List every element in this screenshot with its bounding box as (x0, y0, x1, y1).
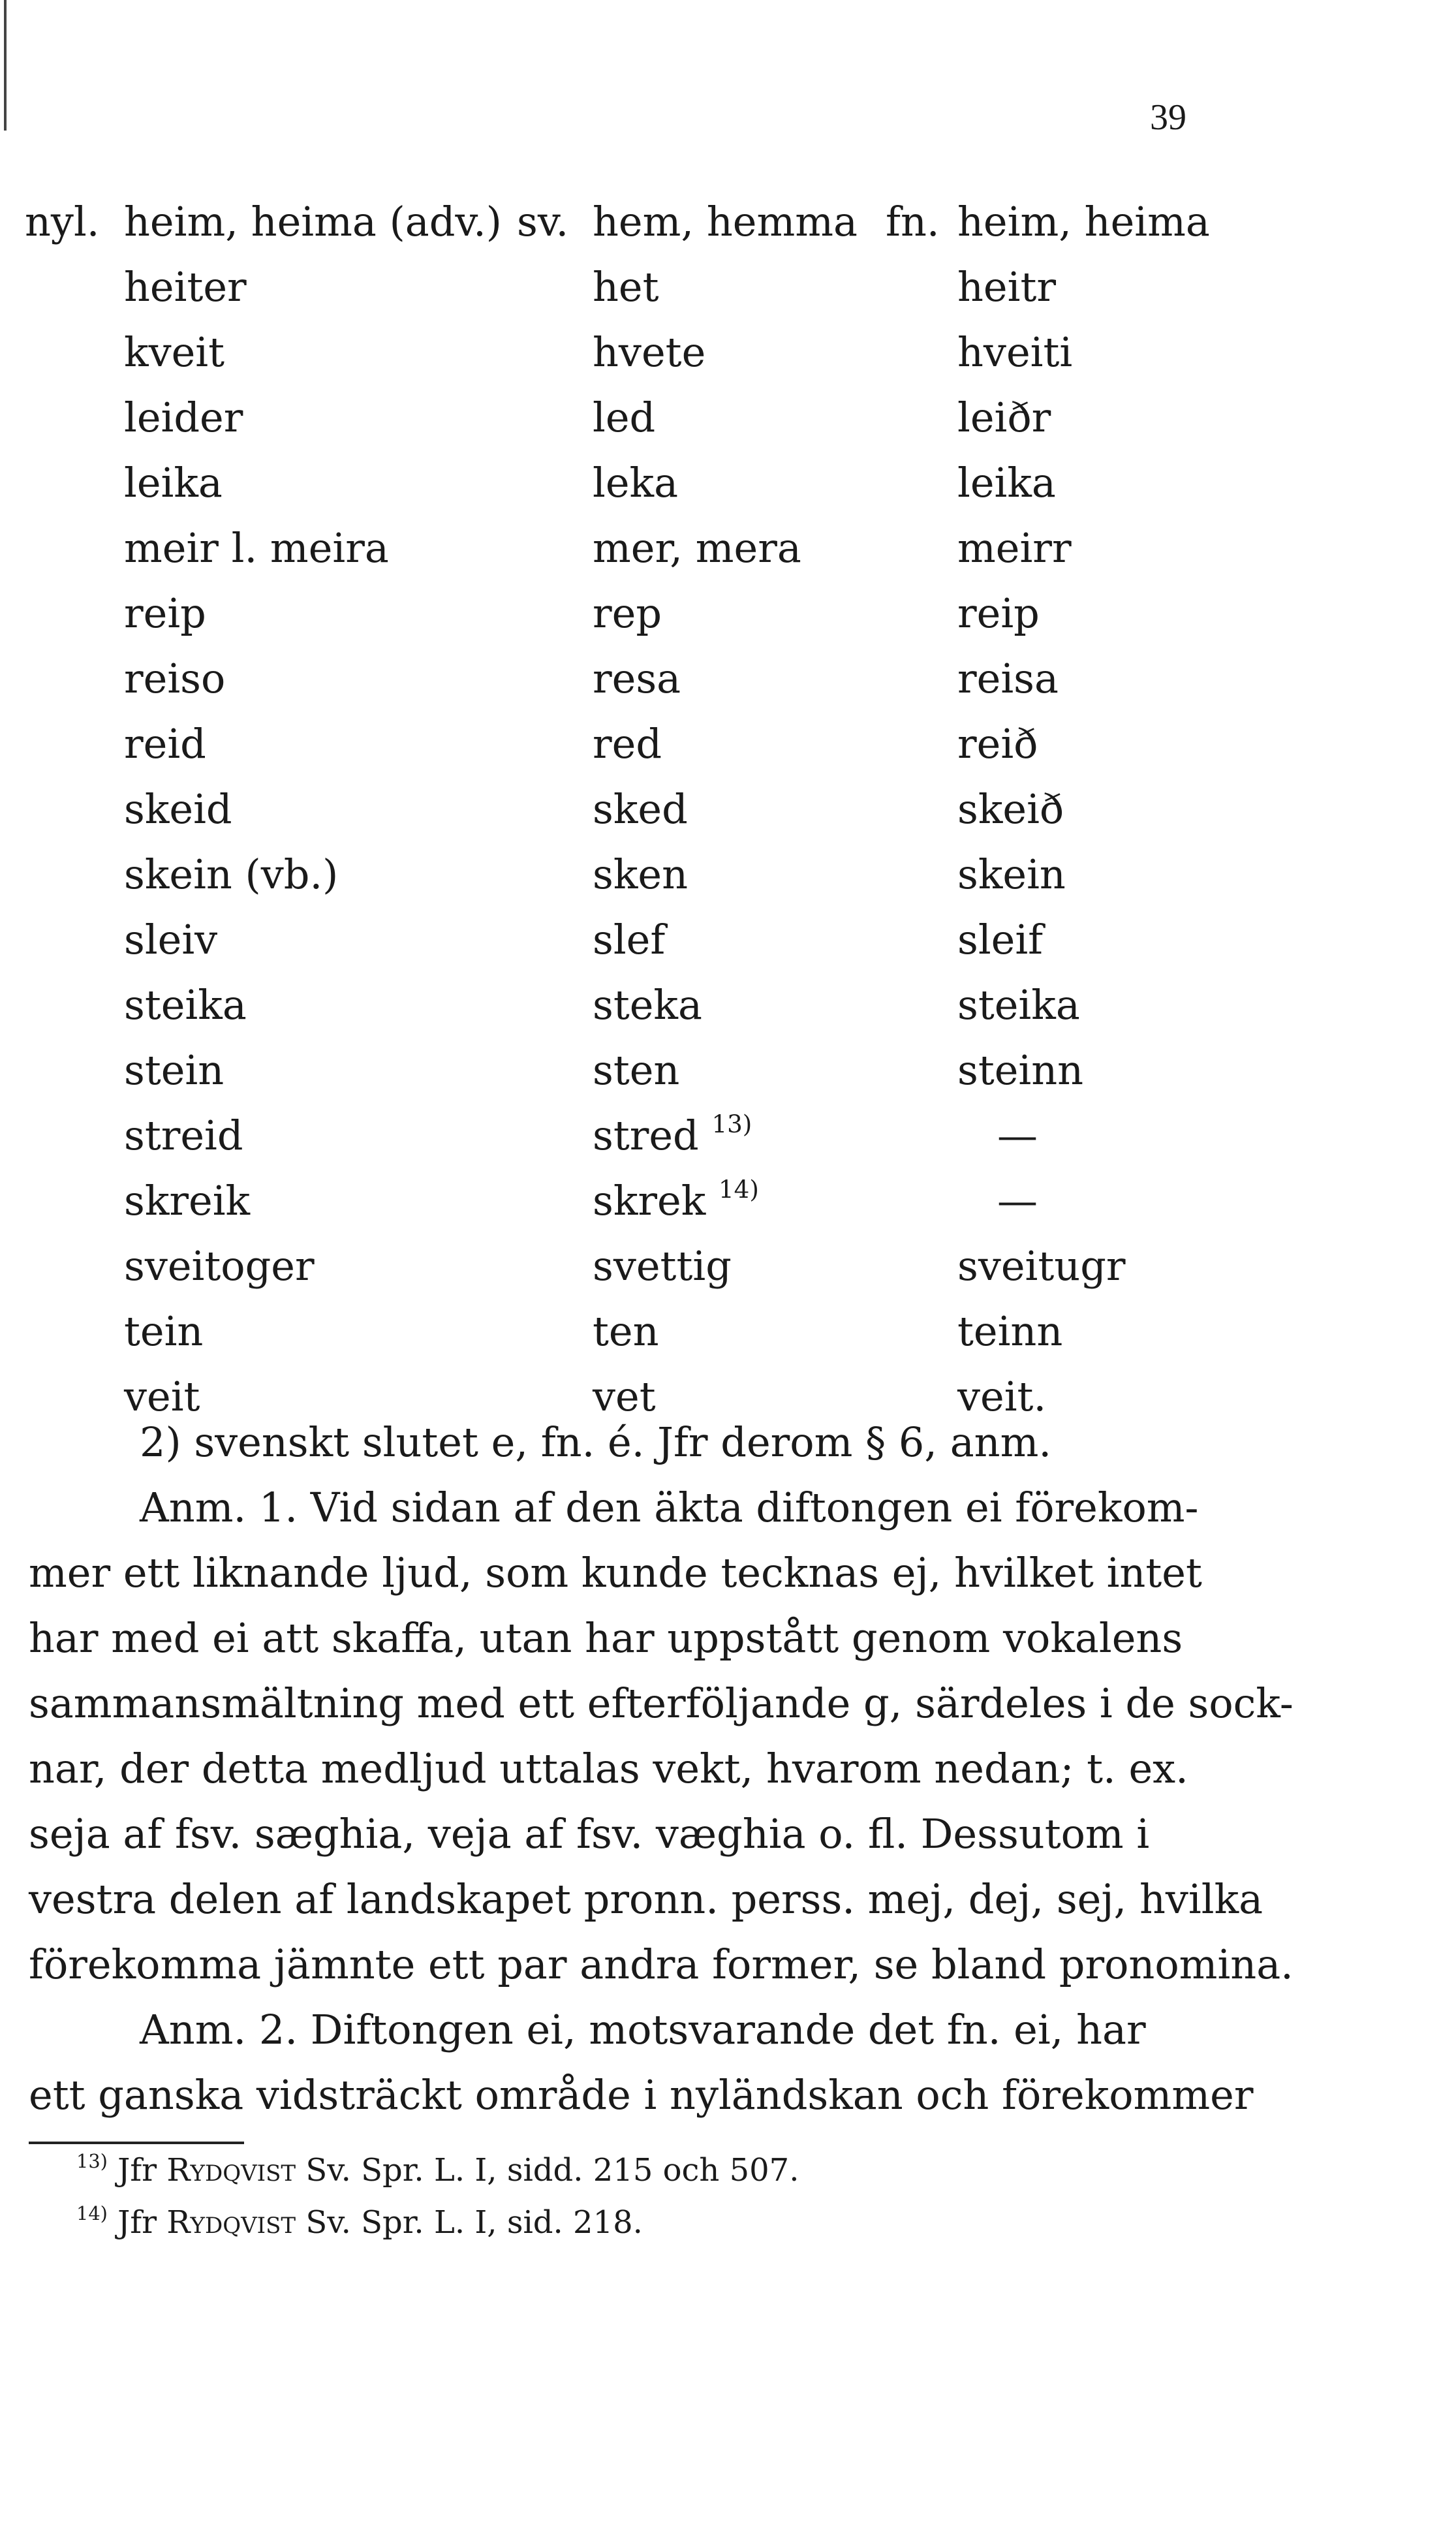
cell-fn: leiðr (957, 394, 1051, 441)
cell-sv-word: rep (593, 589, 662, 637)
table-row (0, 581, 1456, 646)
cell-nyl: kveit (124, 328, 225, 376)
cell-nyl: reiso (124, 655, 226, 702)
cell-nyl: veit (124, 1373, 200, 1420)
cell-sv (593, 255, 659, 320)
cell-fn: steika (957, 981, 1080, 1029)
cell-sv-word: skrek (593, 1177, 706, 1224)
prefix-nyl: nyl. (25, 198, 100, 245)
table-row (0, 189, 1456, 255)
cell-sv-word: stred (593, 1112, 699, 1159)
table-row (0, 1168, 1456, 1234)
footnote-ref: 13) (711, 1109, 752, 1138)
footnote-text: Sv. Spr. L. I, sidd. 215 och 507. (305, 2152, 799, 2189)
page-edge-line (4, 0, 7, 131)
table-row (0, 646, 1456, 711)
cell-sv-word: slef (593, 916, 666, 963)
cell-sv-word: steka (593, 981, 702, 1029)
cell-sv-word: sten (593, 1046, 680, 1094)
text-line: förekomma jämnte ett par andra former, se bland pronomina. (29, 1941, 1293, 1988)
table-row (0, 1234, 1456, 1299)
cell-sv (593, 1038, 679, 1103)
cell-sv (593, 1299, 659, 1364)
cell-nyl: stein (124, 1046, 225, 1094)
cell-sv (593, 1168, 759, 1234)
table-row (0, 711, 1456, 777)
cell-fn: heitr (957, 263, 1057, 311)
cell-sv-word: red (593, 720, 662, 768)
cell-nyl: leider (124, 394, 243, 441)
table-row (0, 385, 1456, 450)
cell-sv-word: led (593, 394, 656, 441)
cell-sv (593, 1103, 752, 1168)
cell-sv-word: resa (593, 655, 681, 702)
cell-nyl: reid (124, 720, 206, 768)
cell-fn: skein (957, 850, 1066, 898)
cell-sv-word: leka (593, 459, 679, 507)
table-row (0, 842, 1456, 907)
cell-fn: steinn (957, 1046, 1084, 1094)
footnote-ref: 14) (719, 1174, 759, 1204)
cell-sv (593, 189, 858, 255)
cell-nyl: reip (124, 589, 206, 637)
table-row (0, 1038, 1456, 1103)
cell-sv-word: hvete (593, 328, 706, 376)
cell-nyl: meir l. meira (124, 524, 389, 572)
table-row (0, 320, 1456, 385)
page-number: 39 (1150, 97, 1186, 138)
cell-fn: veit. (957, 1373, 1047, 1420)
cell-fn: reið (957, 720, 1038, 768)
text-line: sammansmältning med ett efterföljande g, särdeles i de sock- (29, 1679, 1293, 1727)
cell-sv (593, 711, 662, 777)
prefix-fn: fn. (886, 198, 940, 245)
table-row (0, 516, 1456, 581)
cell-sv-word: ten (593, 1307, 659, 1355)
footnote-author: Rydqvist (166, 2204, 296, 2241)
cell-fn: leika (957, 459, 1056, 507)
cell-nyl: skreik (124, 1177, 251, 1224)
cell-nyl: sveitoger (124, 1242, 315, 1290)
cell-nyl: leika (124, 459, 223, 507)
cell-nyl: steika (124, 981, 247, 1029)
cell-nyl: heiter (124, 263, 247, 311)
cell-sv-word: hem, hemma (593, 198, 858, 245)
table-row (0, 907, 1456, 973)
text-line: seja af fsv. sæghia, veja af fsv. væghia o. fl. Dessutom i (29, 1810, 1150, 1858)
cell-sv (593, 581, 662, 646)
footnote-rule (29, 2142, 244, 2144)
text-line: ett ganska vidsträckt område i nyländskan och förekommer (29, 2071, 1254, 2119)
cell-nyl: skein (vb.) (124, 850, 339, 898)
cell-fn: — (997, 1112, 1038, 1159)
cell-fn: sveitugr (957, 1242, 1126, 1290)
cell-sv (593, 385, 655, 450)
text-line: har med ei att skaffa, utan har uppstått genom vokalens (29, 1614, 1183, 1662)
table-row (0, 255, 1456, 320)
footnote-author: Rydqvist (166, 2152, 296, 2189)
text-line: nar, der detta medljud uttalas vekt, hvarom nedan; t. ex. (29, 1745, 1188, 1792)
cell-sv (593, 842, 688, 907)
text-line: mer ett liknande ljud, som kunde tecknas ej, hvilket intet (29, 1549, 1202, 1597)
cell-fn: hveiti (957, 328, 1073, 376)
text-line: Anm. 2. Diftongen ei, motsvarande det fn. ei, har (140, 2006, 1146, 2053)
cell-sv-word: sked (593, 785, 688, 833)
cell-sv-word: sken (593, 850, 689, 898)
cell-nyl: skeid (124, 785, 232, 833)
table-row (0, 450, 1456, 516)
cell-fn: heim, heima (957, 198, 1210, 245)
footnote-jfr: Jfr (117, 2152, 157, 2189)
cell-nyl: sleiv (124, 916, 218, 963)
table-row (0, 973, 1456, 1038)
cell-sv (593, 973, 702, 1038)
footnote-text: Sv. Spr. L. I, sid. 218. (305, 2204, 643, 2241)
cell-sv (593, 646, 681, 711)
table-row (0, 777, 1456, 842)
cell-fn: reisa (957, 655, 1059, 702)
text-line: Anm. 1. Vid sidan af den äkta diftongen ei förekom- (140, 1484, 1199, 1531)
footnote-mark: 14) (76, 2202, 108, 2224)
cell-sv (593, 777, 688, 842)
text-line: vestra delen af landskapet pronn. perss. mej, dej, sej, hvilka (29, 1875, 1263, 1923)
cell-sv-word: svettig (593, 1242, 732, 1290)
footnote-jfr: Jfr (117, 2204, 157, 2241)
footnote-mark: 13) (76, 2149, 108, 2172)
cell-fn: meirr (957, 524, 1072, 572)
cell-sv (593, 1234, 732, 1299)
cell-nyl: heim, heima (adv.) (124, 198, 502, 245)
table-row (0, 1103, 1456, 1168)
cell-fn: teinn (957, 1307, 1063, 1355)
table-row (0, 1299, 1456, 1364)
text-line: 2) svenskt slutet e, fn. é. Jfr derom § 6, anm. (140, 1418, 1052, 1466)
cell-fn: — (997, 1177, 1038, 1224)
footnote-14 (76, 2200, 643, 2245)
cell-nyl: tein (124, 1307, 204, 1355)
cell-sv-word: vet (593, 1373, 656, 1420)
cell-sv (593, 907, 665, 973)
cell-fn: skeið (957, 785, 1064, 833)
cell-sv (593, 516, 801, 581)
cell-sv-word: het (593, 263, 659, 311)
cell-sv (593, 320, 705, 385)
cell-fn: reip (957, 589, 1040, 637)
cell-fn: sleif (957, 916, 1044, 963)
cell-sv-word: mer, mera (593, 524, 801, 572)
cell-nyl: streid (124, 1112, 243, 1159)
cell-sv (593, 450, 678, 516)
prefix-sv: sv. (517, 198, 569, 245)
footnote-13 (76, 2147, 799, 2193)
